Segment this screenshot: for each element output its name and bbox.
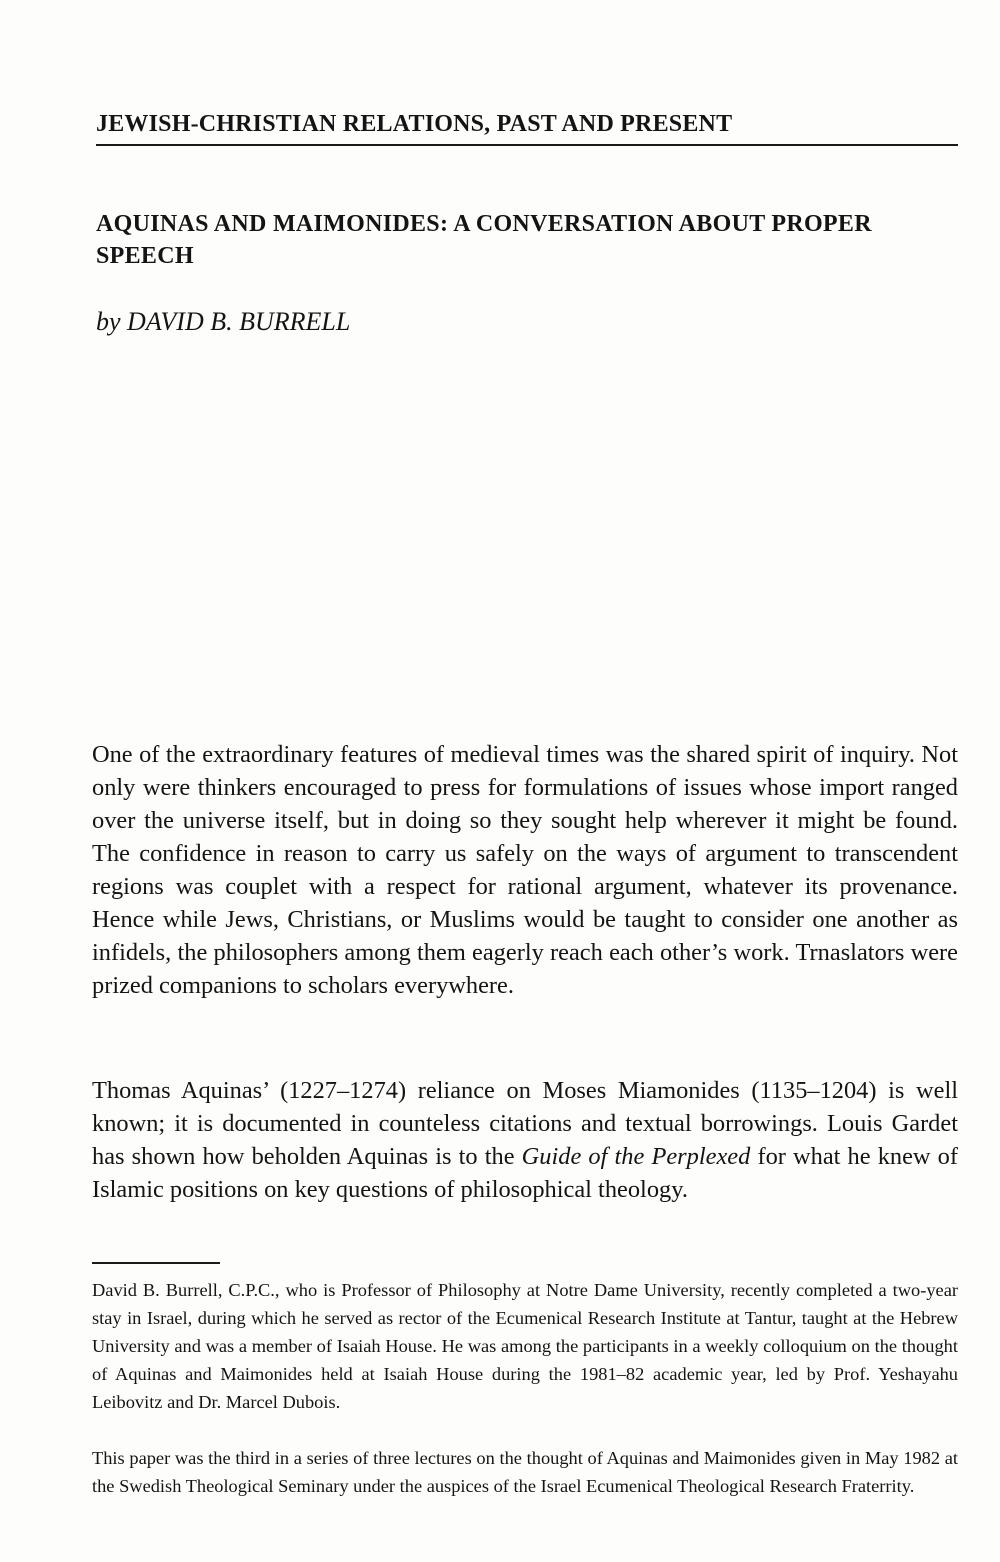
footnote-rule [92, 1262, 220, 1264]
article-title: AQUINAS AND MAIMONIDES: A CONVERSATION ABOUT PROPER SPEECH [96, 211, 872, 269]
section-rule [96, 144, 958, 146]
paragraph-2-text-start: Thomas Aquinas’ (1227–1274) reliance on Moses Miamonides (1135–1204) is well known; it is documented in counteless citations and textual borrowings. Louis Gardet has shown how beholden Aquinas is to the [92, 1077, 958, 1170]
book-title-guide: Guide of the Perplexed [521, 1143, 751, 1170]
byline: by DAVID B. BURRELL [96, 307, 351, 336]
footnote-lecture-note: This paper was the third in a series of three lectures on the thought of Aquinas and Maimonides given in May 1982 at the Swedish Theological Seminary under the auspices of the Israel Ecumenical Theological Research Fraterrity. [92, 1448, 958, 1496]
body-paragraph-2 [92, 1074, 958, 1206]
footnote-author-bio: David B. Burrell, C.P.C., who is Professor of Philosophy at Notre Dame University, recently completed a two-year stay in Israel, during which he served as rector of the Ecumenical Research Institute at Tantur, taught at the Hebrew University and was a member of Isaiah House. He was among the participants in a weekly colloquium on the thought of Aquinas and Maimonides held at Isaiah House during the 1981–82 academic year, led by Prof. Yeshayahu Leibovitz and Dr. Marcel Dubois. [92, 1280, 958, 1412]
paragraph-2-text-end: for what he knew of Islamic positions on key questions of philosophical theology. [92, 1143, 958, 1203]
section-title: JEWISH-CHRISTIAN RELATIONS, PAST AND PRESENT [96, 111, 733, 137]
section-header [96, 110, 958, 146]
body-paragraph-1: One of the extraordinary features of medieval times was the shared spirit of inquiry. Not only were thinkers encouraged to press for formulations of issues whose import ranged over the universe itself, but in doing so they sought help wherever it might be found. The confidence in reason to carry us safely on the ways of argument to transcendent regions was couplet with a respect for rational argument, whatever its provenance. Hence while Jews, Christians, or Muslims would be taught to consider one another as infidels, the philosophers among them eagerly reach each other’s work. Trnaslators were prized companions to scholars everywhere. [92, 741, 958, 999]
